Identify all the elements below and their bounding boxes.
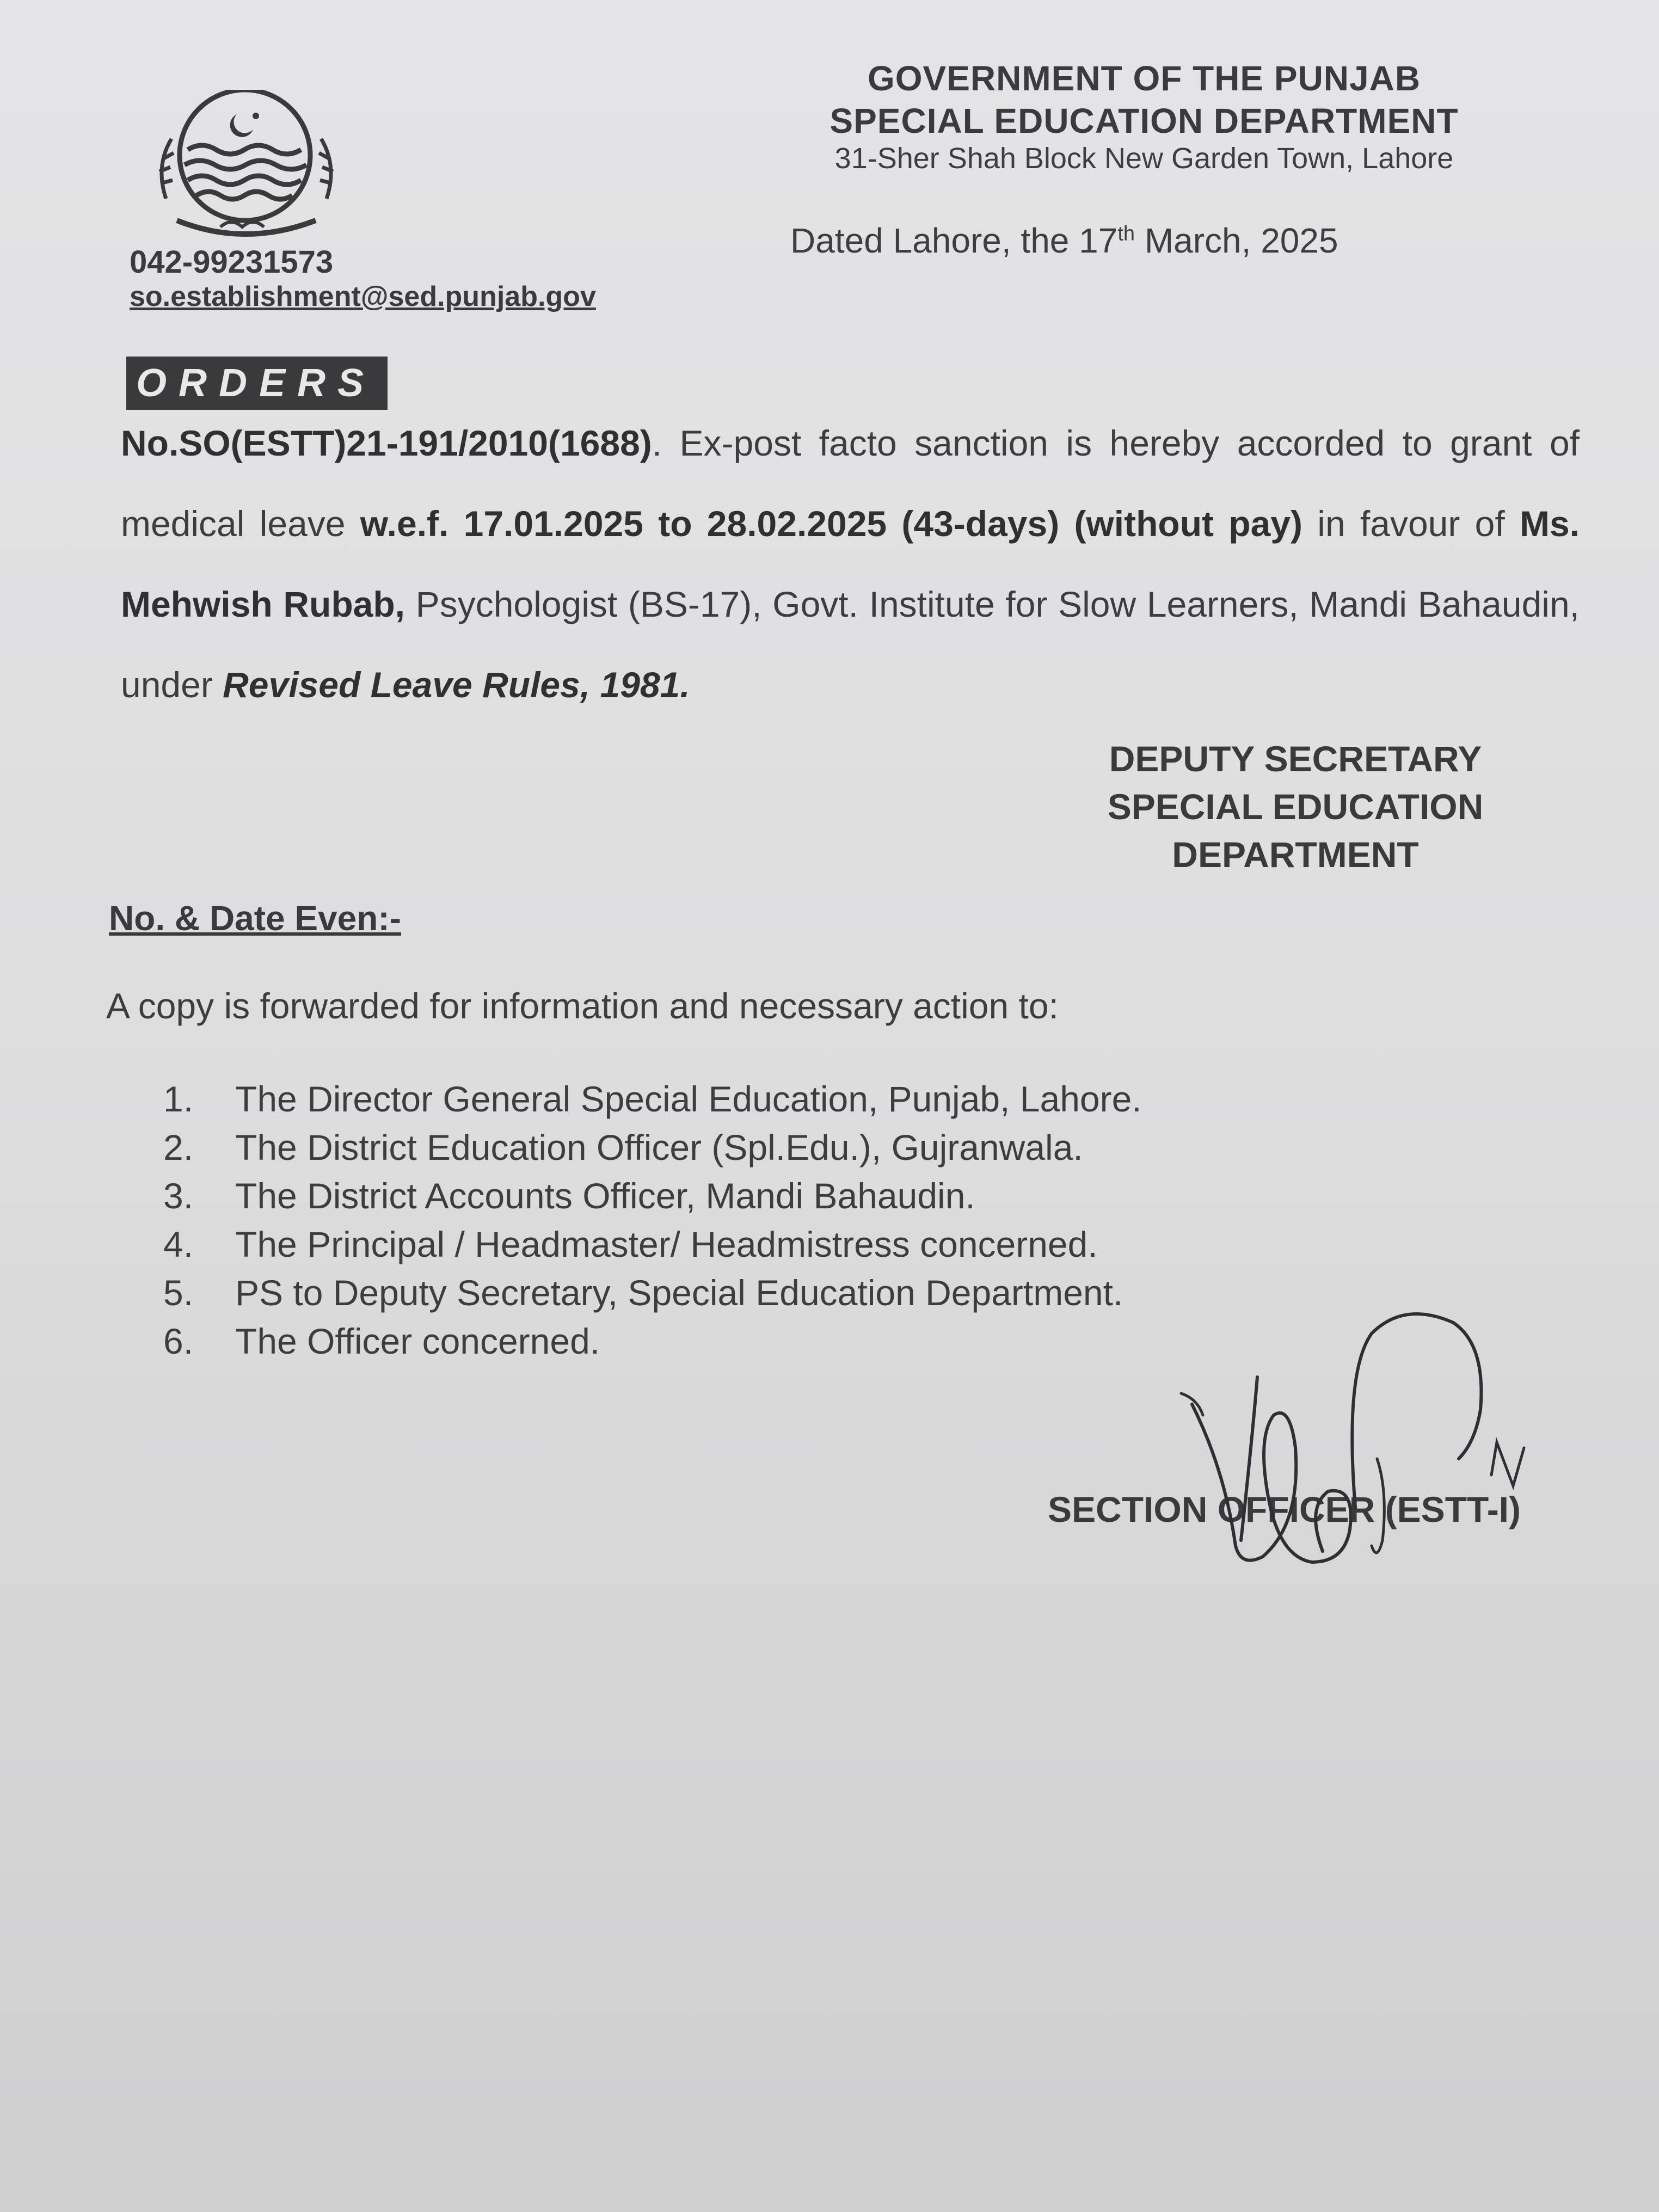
no-and-date-heading: No. & Date Even:- [109, 899, 401, 938]
date-suffix: March, 2025 [1135, 221, 1338, 260]
department-name: SPECIAL EDUCATION DEPARTMENT [830, 101, 1459, 140]
order-text-3: Psychologist (BS-17), Govt. Institute for Slow Learners, Mandi Bahaudin, under [121, 584, 1580, 705]
letter-date [790, 220, 1498, 261]
section-officer-title: SECTION OFFICER (ESTT-I) [1048, 1489, 1521, 1529]
list-item-text: The Director General Special Education, Punjab, Lahore. [235, 1079, 1142, 1119]
deputy-secretary-block [1034, 735, 1557, 878]
list-item-number: 1. [163, 1079, 194, 1119]
orders-heading: ORDERS [126, 357, 388, 410]
list-item-number: 5. [163, 1273, 194, 1313]
email-address: so.establishment@sed.punjab.gov [130, 281, 596, 312]
list-item-text: PS to Deputy Secretary, Special Education Department. [235, 1273, 1123, 1313]
leave-rules: Revised Leave Rules, 1981. [223, 665, 690, 705]
list-item-text: The District Accounts Officer, Mandi Bahaudin. [235, 1176, 975, 1216]
list-item [163, 1220, 1415, 1269]
order-reference-number: No.SO(ESTT)21-191/2010(1688) [121, 423, 652, 463]
handwritten-signature [1170, 1279, 1606, 1584]
list-item-number: 4. [163, 1224, 194, 1264]
list-item [163, 1172, 1415, 1220]
phone-number: 042-99231573 [130, 244, 334, 280]
punjab-emblem-logo [144, 90, 348, 245]
copy-forwarded-text: A copy is forwarded for information and necessary action to: [106, 986, 1059, 1026]
list-item-text: The Principal / Headmaster/ Headmistress concerned. [235, 1224, 1098, 1264]
order-paragraph [121, 403, 1580, 725]
order-text-1: . Ex-post facto sanction is hereby accorded to grant of medical leave [121, 423, 1580, 544]
list-item [163, 1123, 1415, 1172]
order-text-2: in favour of [1302, 503, 1520, 544]
list-item-number: 6. [163, 1321, 194, 1361]
date-ordinal: th [1117, 222, 1135, 245]
list-item-text: The Officer concerned. [235, 1321, 600, 1361]
list-item [163, 1075, 1415, 1123]
government-name: GOVERNMENT OF THE PUNJAB [867, 59, 1421, 98]
list-item-number: 3. [163, 1176, 194, 1216]
list-item-text: The District Education Officer (Spl.Edu.), Gujranwala. [235, 1127, 1083, 1168]
leave-period: w.e.f. 17.01.2025 to 28.02.2025 (43-days) (without pay) [360, 503, 1302, 544]
list-item-number: 2. [163, 1127, 194, 1168]
department-address: 31-Sher Shah Block New Garden Town, Lahore [834, 142, 1454, 175]
deputy-secretary-line-1: DEPUTY SECRETARY [1109, 739, 1482, 779]
date-prefix: Dated Lahore, the 17 [790, 221, 1118, 260]
letterhead-title [790, 57, 1498, 142]
officer-name: Ms. Mehwish Rubab, [121, 503, 1580, 624]
deputy-secretary-line-2: SPECIAL EDUCATION [1107, 787, 1484, 827]
deputy-secretary-line-3: DEPARTMENT [1172, 834, 1419, 875]
